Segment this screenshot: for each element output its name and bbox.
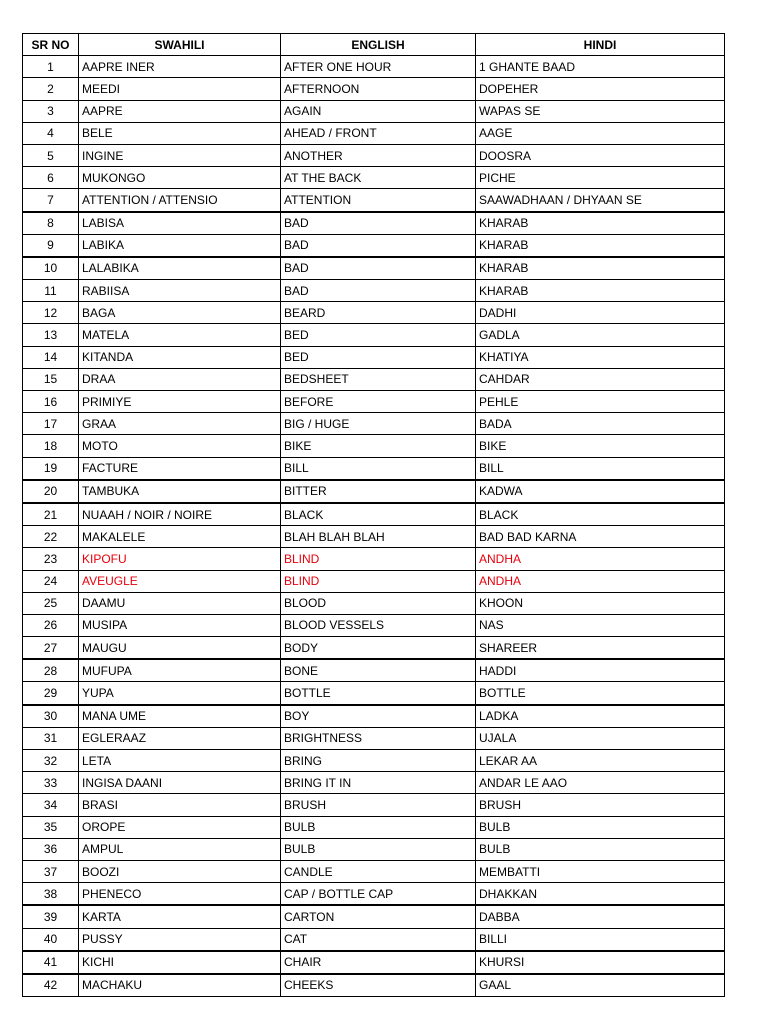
cell-sr-no: 2	[23, 78, 79, 100]
table-row	[23, 100, 725, 122]
cell-hindi: LADKA	[476, 705, 725, 728]
cell-hindi: CAHDAR	[476, 368, 725, 390]
cell-swahili: YUPA	[79, 682, 281, 705]
cell-sr-no: 11	[23, 280, 79, 302]
cell-swahili: KITANDA	[79, 346, 281, 368]
cell-hindi: HADDI	[476, 659, 725, 682]
cell-swahili: KIPOFU	[79, 548, 281, 570]
cell-swahili: AMPUL	[79, 838, 281, 860]
cell-english: BODY	[281, 637, 476, 660]
cell-swahili: MANA UME	[79, 705, 281, 728]
cell-hindi: UJALA	[476, 727, 725, 749]
cell-hindi: KHOON	[476, 592, 725, 614]
table-row	[23, 570, 725, 592]
cell-english: BLOOD	[281, 592, 476, 614]
table-row	[23, 413, 725, 435]
cell-hindi: 1 GHANTE BAAD	[476, 56, 725, 78]
table-row	[23, 951, 725, 974]
table-row	[23, 368, 725, 390]
cell-sr-no: 25	[23, 592, 79, 614]
cell-swahili: MOTO	[79, 435, 281, 457]
cell-swahili: INGINE	[79, 144, 281, 166]
cell-swahili: RABIISA	[79, 280, 281, 302]
cell-sr-no: 29	[23, 682, 79, 705]
table-row	[23, 860, 725, 882]
cell-english: BRUSH	[281, 794, 476, 816]
cell-english: BLAH BLAH BLAH	[281, 526, 476, 548]
cell-hindi: BILL	[476, 457, 725, 480]
cell-sr-no: 24	[23, 570, 79, 592]
table-row	[23, 56, 725, 78]
cell-english: AHEAD / FRONT	[281, 122, 476, 144]
cell-english: BEFORE	[281, 391, 476, 413]
table-row	[23, 391, 725, 413]
cell-swahili: LABIKA	[79, 234, 281, 257]
cell-sr-no: 35	[23, 816, 79, 838]
cell-swahili: MUSIPA	[79, 614, 281, 636]
cell-english: BEDSHEET	[281, 368, 476, 390]
cell-english: BED	[281, 324, 476, 346]
cell-sr-no: 15	[23, 368, 79, 390]
cell-hindi: GAAL	[476, 974, 725, 997]
table-row	[23, 144, 725, 166]
cell-swahili: TAMBUKA	[79, 480, 281, 503]
cell-english: BLIND	[281, 570, 476, 592]
table-row	[23, 526, 725, 548]
cell-sr-no: 5	[23, 144, 79, 166]
cell-hindi: BLACK	[476, 503, 725, 526]
table-row	[23, 592, 725, 614]
table-row	[23, 928, 725, 951]
cell-hindi: BOTTLE	[476, 682, 725, 705]
cell-swahili: OROPE	[79, 816, 281, 838]
table-row	[23, 705, 725, 728]
cell-swahili: MACHAKU	[79, 974, 281, 997]
cell-swahili: BAGA	[79, 302, 281, 324]
cell-sr-no: 42	[23, 974, 79, 997]
cell-english: ATTENTION	[281, 189, 476, 212]
cell-sr-no: 27	[23, 637, 79, 660]
cell-sr-no: 33	[23, 772, 79, 794]
cell-swahili: LALABIKA	[79, 257, 281, 280]
cell-swahili: DAAMU	[79, 592, 281, 614]
cell-swahili: KARTA	[79, 905, 281, 928]
header-swahili: SWAHILI	[79, 34, 281, 56]
cell-swahili: MUFUPA	[79, 659, 281, 682]
vocabulary-table	[22, 33, 725, 997]
cell-sr-no: 6	[23, 167, 79, 189]
cell-hindi: KADWA	[476, 480, 725, 503]
cell-sr-no: 14	[23, 346, 79, 368]
cell-hindi: KHATIYA	[476, 346, 725, 368]
cell-english: BIG / HUGE	[281, 413, 476, 435]
cell-hindi: ANDAR LE AAO	[476, 772, 725, 794]
cell-hindi: SHAREER	[476, 637, 725, 660]
cell-english: BLOOD VESSELS	[281, 614, 476, 636]
table-row	[23, 727, 725, 749]
table-row	[23, 905, 725, 928]
table-row	[23, 838, 725, 860]
table-row	[23, 480, 725, 503]
cell-english: CARTON	[281, 905, 476, 928]
cell-english: BOTTLE	[281, 682, 476, 705]
cell-english: BAD	[281, 257, 476, 280]
cell-swahili: DRAA	[79, 368, 281, 390]
cell-swahili: PUSSY	[79, 928, 281, 951]
table-row	[23, 257, 725, 280]
cell-sr-no: 31	[23, 727, 79, 749]
table-row	[23, 280, 725, 302]
cell-swahili: BOOZI	[79, 860, 281, 882]
cell-hindi: BAD BAD KARNA	[476, 526, 725, 548]
cell-swahili: LETA	[79, 750, 281, 772]
cell-hindi: BULB	[476, 838, 725, 860]
cell-sr-no: 10	[23, 257, 79, 280]
table-row	[23, 772, 725, 794]
cell-sr-no: 22	[23, 526, 79, 548]
cell-swahili: AVEUGLE	[79, 570, 281, 592]
cell-hindi: PEHLE	[476, 391, 725, 413]
table-row	[23, 346, 725, 368]
table-row	[23, 816, 725, 838]
cell-sr-no: 36	[23, 838, 79, 860]
cell-swahili: MAKALELE	[79, 526, 281, 548]
cell-hindi: PICHE	[476, 167, 725, 189]
cell-english: BAD	[281, 212, 476, 235]
header-sr-no: SR NO	[23, 34, 79, 56]
cell-sr-no: 34	[23, 794, 79, 816]
cell-english: BEARD	[281, 302, 476, 324]
cell-sr-no: 17	[23, 413, 79, 435]
cell-sr-no: 7	[23, 189, 79, 212]
cell-sr-no: 16	[23, 391, 79, 413]
cell-hindi: DHAKKAN	[476, 883, 725, 906]
cell-swahili: AAPRE	[79, 100, 281, 122]
cell-sr-no: 3	[23, 100, 79, 122]
cell-sr-no: 20	[23, 480, 79, 503]
cell-english: CHEEKS	[281, 974, 476, 997]
cell-hindi: BIKE	[476, 435, 725, 457]
table-row	[23, 659, 725, 682]
cell-hindi: BILLI	[476, 928, 725, 951]
cell-english: ANOTHER	[281, 144, 476, 166]
cell-swahili: KICHI	[79, 951, 281, 974]
cell-swahili: MAUGU	[79, 637, 281, 660]
cell-swahili: INGISA DAANI	[79, 772, 281, 794]
cell-english: CAT	[281, 928, 476, 951]
table-row	[23, 212, 725, 235]
cell-english: AFTER ONE HOUR	[281, 56, 476, 78]
cell-english: BRING	[281, 750, 476, 772]
cell-hindi: SAAWADHAAN / DHYAAN SE	[476, 189, 725, 212]
cell-english: BULB	[281, 838, 476, 860]
cell-sr-no: 13	[23, 324, 79, 346]
cell-english: BAD	[281, 234, 476, 257]
cell-english: CAP / BOTTLE CAP	[281, 883, 476, 906]
table-row	[23, 167, 725, 189]
cell-sr-no: 40	[23, 928, 79, 951]
cell-swahili: MEEDI	[79, 78, 281, 100]
cell-swahili: MATELA	[79, 324, 281, 346]
cell-sr-no: 9	[23, 234, 79, 257]
cell-swahili: NUAAH / NOIR / NOIRE	[79, 503, 281, 526]
cell-sr-no: 30	[23, 705, 79, 728]
cell-hindi: MEMBATTI	[476, 860, 725, 882]
table-row	[23, 974, 725, 997]
cell-sr-no: 1	[23, 56, 79, 78]
cell-sr-no: 19	[23, 457, 79, 480]
cell-sr-no: 4	[23, 122, 79, 144]
cell-english: BRIGHTNESS	[281, 727, 476, 749]
cell-english: BITTER	[281, 480, 476, 503]
cell-english: BULB	[281, 816, 476, 838]
cell-hindi: KHARAB	[476, 212, 725, 235]
table-body	[23, 56, 725, 997]
cell-sr-no: 37	[23, 860, 79, 882]
cell-hindi: GADLA	[476, 324, 725, 346]
cell-hindi: NAS	[476, 614, 725, 636]
cell-hindi: ANDHA	[476, 570, 725, 592]
cell-sr-no: 18	[23, 435, 79, 457]
cell-english: BLIND	[281, 548, 476, 570]
table-row	[23, 122, 725, 144]
cell-swahili: BELE	[79, 122, 281, 144]
cell-english: BONE	[281, 659, 476, 682]
cell-swahili: AAPRE INER	[79, 56, 281, 78]
cell-english: BIKE	[281, 435, 476, 457]
table-row	[23, 324, 725, 346]
cell-english: BAD	[281, 280, 476, 302]
cell-sr-no: 12	[23, 302, 79, 324]
cell-english: BRING IT IN	[281, 772, 476, 794]
table-row	[23, 883, 725, 906]
cell-swahili: PRIMIYE	[79, 391, 281, 413]
cell-english: CHAIR	[281, 951, 476, 974]
table-header-row	[23, 34, 725, 56]
cell-sr-no: 39	[23, 905, 79, 928]
table-row	[23, 614, 725, 636]
cell-hindi: KHARAB	[476, 257, 725, 280]
cell-sr-no: 32	[23, 750, 79, 772]
cell-sr-no: 28	[23, 659, 79, 682]
cell-english: AT THE BACK	[281, 167, 476, 189]
cell-english: AGAIN	[281, 100, 476, 122]
cell-hindi: BADA	[476, 413, 725, 435]
table-row	[23, 682, 725, 705]
cell-hindi: AAGE	[476, 122, 725, 144]
header-hindi: HINDI	[476, 34, 725, 56]
cell-english: BLACK	[281, 503, 476, 526]
cell-swahili: FACTURE	[79, 457, 281, 480]
cell-english: BILL	[281, 457, 476, 480]
cell-hindi: KHARAB	[476, 234, 725, 257]
cell-sr-no: 23	[23, 548, 79, 570]
cell-sr-no: 26	[23, 614, 79, 636]
cell-hindi: DOOSRA	[476, 144, 725, 166]
cell-swahili: BRASI	[79, 794, 281, 816]
table-row	[23, 750, 725, 772]
table-row	[23, 548, 725, 570]
cell-swahili: LABISA	[79, 212, 281, 235]
cell-hindi: KHARAB	[476, 280, 725, 302]
cell-english: BOY	[281, 705, 476, 728]
cell-hindi: BULB	[476, 816, 725, 838]
cell-hindi: ANDHA	[476, 548, 725, 570]
cell-hindi: LEKAR AA	[476, 750, 725, 772]
cell-hindi: DOPEHER	[476, 78, 725, 100]
table-row	[23, 503, 725, 526]
cell-swahili: MUKONGO	[79, 167, 281, 189]
table-row	[23, 234, 725, 257]
cell-english: CANDLE	[281, 860, 476, 882]
cell-swahili: PHENECO	[79, 883, 281, 906]
table-row	[23, 189, 725, 212]
cell-english: BED	[281, 346, 476, 368]
cell-sr-no: 41	[23, 951, 79, 974]
table-row	[23, 435, 725, 457]
cell-hindi: WAPAS SE	[476, 100, 725, 122]
cell-hindi: DABBA	[476, 905, 725, 928]
table-row	[23, 457, 725, 480]
table-row	[23, 302, 725, 324]
cell-hindi: DADHI	[476, 302, 725, 324]
table-row	[23, 78, 725, 100]
table-row	[23, 637, 725, 660]
cell-english: AFTERNOON	[281, 78, 476, 100]
header-english: ENGLISH	[281, 34, 476, 56]
table-row	[23, 794, 725, 816]
cell-swahili: GRAA	[79, 413, 281, 435]
cell-sr-no: 21	[23, 503, 79, 526]
cell-sr-no: 38	[23, 883, 79, 906]
cell-hindi: KHURSI	[476, 951, 725, 974]
cell-swahili: EGLERAAZ	[79, 727, 281, 749]
cell-swahili: ATTENTION / ATTENSIO	[79, 189, 281, 212]
cell-sr-no: 8	[23, 212, 79, 235]
cell-hindi: BRUSH	[476, 794, 725, 816]
